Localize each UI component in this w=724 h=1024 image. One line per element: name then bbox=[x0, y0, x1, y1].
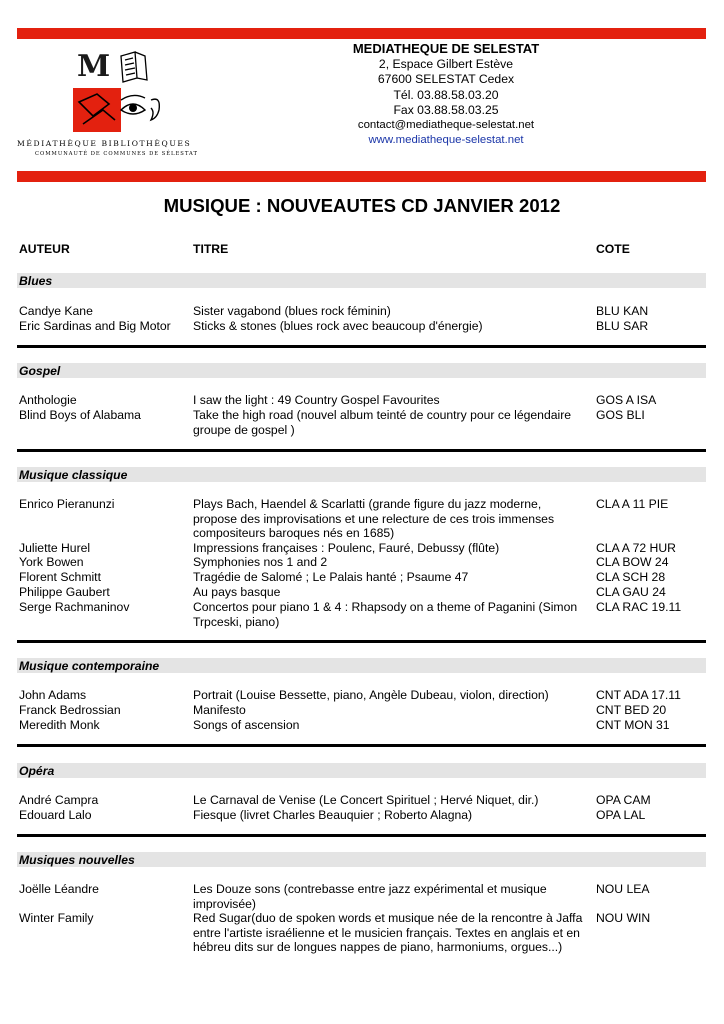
category-label: Gospel bbox=[19, 364, 61, 378]
section-divider bbox=[17, 345, 706, 348]
contact-block bbox=[300, 41, 592, 148]
author-cell: Anthologie bbox=[19, 393, 77, 407]
title-cell: I saw the light : 49 Country Gospel Favourites bbox=[193, 393, 440, 407]
category-header bbox=[17, 467, 706, 482]
title-cell: Portrait (Louise Bessette, piano, Angèle Dubeau, violon, direction) bbox=[193, 688, 549, 702]
title-cell: Manifesto bbox=[193, 703, 246, 717]
author-cell: Franck Bedrossian bbox=[19, 703, 121, 717]
call-number-cell: NOU WIN bbox=[596, 911, 651, 925]
author-cell: Joëlle Léandre bbox=[19, 882, 99, 896]
author-cell: Eric Sardinas and Big Motor bbox=[19, 319, 171, 333]
category-header bbox=[17, 852, 706, 867]
title-cell: Impressions françaises : Poulenc, Fauré, Debussy (flûte) bbox=[193, 541, 500, 555]
page-title: MUSIQUE : NOUVEAUTES CD JANVIER 2012 bbox=[163, 195, 561, 216]
title-cell: Sticks & stones (blues rock avec beaucoup d'énergie) bbox=[193, 319, 483, 333]
address-line-1: 2, Espace Gilbert Estève bbox=[378, 57, 514, 72]
column-header-call-number: COTE bbox=[596, 242, 630, 256]
author-cell: York Bowen bbox=[19, 555, 84, 569]
logo-caption: MÉDIATHÈQUE BIBLIOTHÈQUES bbox=[17, 139, 192, 148]
author-cell: Winter Family bbox=[19, 911, 94, 925]
section-divider bbox=[17, 449, 706, 452]
section-divider bbox=[17, 744, 706, 747]
title-cell: Symphonies nos 1 and 2 bbox=[193, 555, 328, 569]
category-label: Musiques nouvelles bbox=[19, 853, 135, 867]
category-header bbox=[17, 273, 706, 288]
call-number-cell: CLA BOW 24 bbox=[596, 555, 669, 569]
author-cell: Juliette Hurel bbox=[19, 541, 91, 555]
title-cell: Au pays basque bbox=[193, 585, 281, 599]
call-number-cell: CNT MON 31 bbox=[596, 718, 670, 732]
author-cell: Candye Kane bbox=[19, 304, 93, 318]
call-number-cell: CLA A 11 PIE bbox=[596, 497, 669, 511]
section-divider bbox=[17, 834, 706, 837]
category-header bbox=[17, 763, 706, 778]
call-number-cell: OPA LAL bbox=[596, 808, 646, 822]
category-label: Musique contemporaine bbox=[19, 659, 160, 673]
top-red-bar bbox=[17, 28, 706, 39]
title-cell: Plays Bach, Haendel & Scarlatti (grande figure du jazz moderne, propose des improvisations et une relecture de ces trois immenses compositeurs baroques nés en 1685) bbox=[193, 497, 555, 541]
call-number-cell: CNT BED 20 bbox=[596, 703, 667, 717]
author-cell: Edouard Lalo bbox=[19, 808, 92, 822]
call-number-cell: NOU LEA bbox=[596, 882, 650, 896]
author-cell: Enrico Pieranunzi bbox=[19, 497, 115, 511]
call-number-cell: CNT ADA 17.11 bbox=[596, 688, 681, 702]
call-number-cell: CLA SCH 28 bbox=[596, 570, 666, 584]
author-cell: Meredith Monk bbox=[19, 718, 100, 732]
call-number-cell: CLA A 72 HUR bbox=[596, 541, 676, 555]
category-label: Blues bbox=[19, 274, 53, 288]
call-number-cell: GOS A ISA bbox=[596, 393, 657, 407]
category-header bbox=[17, 658, 706, 673]
call-number-cell: OPA CAM bbox=[596, 793, 651, 807]
email-address: contact@mediatheque-selestat.net bbox=[357, 119, 535, 132]
author-cell: Blind Boys of Alabama bbox=[19, 408, 141, 422]
title-cell: Sister vagabond (blues rock féminin) bbox=[193, 304, 391, 318]
phone-number: Tél. 03.88.58.03.20 bbox=[393, 87, 499, 102]
svg-text:M: M bbox=[77, 49, 111, 84]
title-cell: Red Sugar(duo de spoken words et musique née de la rencontre à Jaffa entre l'artiste israélienne et le musicien français. Textes en anglais et en hébreu dits sur de longues nappes de piano, harmoniums, orgues...) bbox=[193, 911, 583, 955]
author-cell: André Campra bbox=[19, 793, 99, 807]
title-cell: Concertos pour piano 1 & 4 : Rhapsody on a theme of Paganini (Simon Trpceski, piano) bbox=[193, 600, 578, 629]
author-cell: Philippe Gaubert bbox=[19, 585, 110, 599]
logo-subcaption: COMMUNAUTÉ DE COMMUNES DE SÉLESTAT bbox=[35, 151, 198, 157]
title-cell: Les Douze sons (contrebasse entre jazz expérimental et musique improvisée) bbox=[193, 882, 547, 911]
mediatheque-logo bbox=[17, 44, 217, 164]
title-cell: Le Carnaval de Venise (Le Concert Spirituel ; Hervé Niquet, dir.) bbox=[193, 793, 539, 807]
fax-number: Fax 03.88.58.03.25 bbox=[393, 102, 499, 117]
author-cell: Florent Schmitt bbox=[19, 570, 101, 584]
website-link[interactable]: www.mediatheque-selestat.net bbox=[368, 134, 524, 147]
category-label: Musique classique bbox=[19, 468, 128, 482]
title-cell: Songs of ascension bbox=[193, 718, 300, 732]
logo-emblem-icon bbox=[17, 44, 217, 136]
call-number-cell: BLU SAR bbox=[596, 319, 649, 333]
call-number-cell: GOS BLI bbox=[596, 408, 645, 422]
author-cell: Serge Rachmaninov bbox=[19, 600, 130, 614]
column-header-author: AUTEUR bbox=[19, 242, 70, 256]
title-cell: Fiesque (livret Charles Beauquier ; Roberto Alagna) bbox=[193, 808, 473, 822]
category-header bbox=[17, 363, 706, 378]
call-number-cell: CLA GAU 24 bbox=[596, 585, 666, 599]
author-cell: John Adams bbox=[19, 688, 87, 702]
title-cell: Take the high road (nouvel album teinté de country pour ce légendaire groupe de gospel ) bbox=[193, 408, 572, 437]
title-cell: Tragédie de Salomé ; Le Palais hanté ; Psaume 47 bbox=[193, 570, 469, 584]
address-line-2: 67600 SELESTAT Cedex bbox=[377, 72, 515, 87]
section-divider bbox=[17, 640, 706, 643]
category-label: Opéra bbox=[19, 764, 55, 778]
header-red-bar bbox=[17, 171, 706, 182]
column-header-title: TITRE bbox=[193, 242, 229, 256]
call-number-cell: BLU KAN bbox=[596, 304, 649, 318]
org-name: MEDIATHEQUE DE SELESTAT bbox=[352, 41, 540, 56]
call-number-cell: CLA RAC 19.11 bbox=[596, 600, 682, 614]
